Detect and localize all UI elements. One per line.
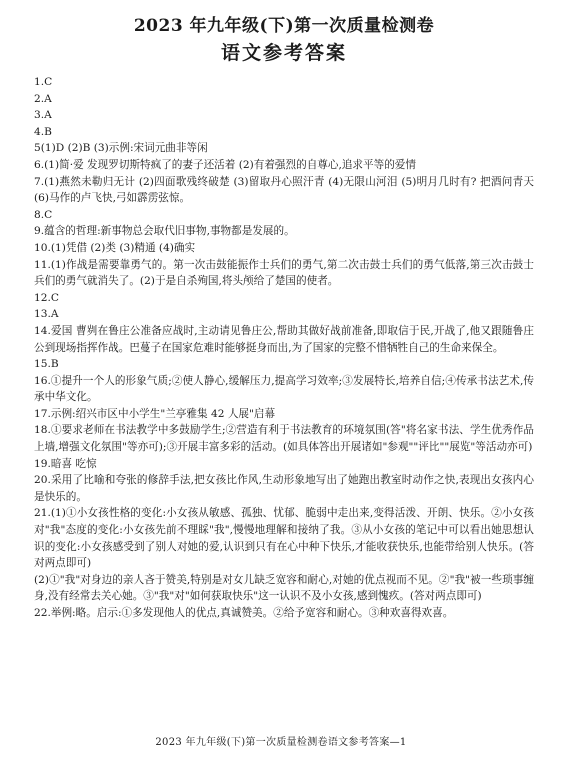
answer-item: 6.(1)简·爱 发现罗切斯特疯了的妻子还活着 (2)有着强烈的自尊心,追求平等的爱情 (34, 158, 416, 171)
answer-item: 8.C (34, 208, 53, 221)
answer-item: 13.A (34, 308, 59, 321)
answer-item: 15.B (34, 358, 59, 371)
answer-item: 18.①要求老师在书法教学中多鼓励学生;②营造有利于书法教育的环境氛围(答"将名家书法、学生优秀作品上墙,增强文化氛围"等亦可);③开展丰富多彩的活动。(如具体答出开展诸如"参观""评比""展览"等活动亦可) (34, 424, 534, 454)
answer-item: 20.采用了比喻和夸张的修辞手法,把女孩比作风,生动形象地写出了她跑出教室时动作之快,表现出女孩内心是快乐的。 (34, 474, 534, 503)
answer-item: 4.B (34, 125, 52, 138)
answer-item: 3.A (34, 109, 52, 122)
answer-list (34, 74, 534, 622)
answer-item: 2.A (34, 92, 52, 105)
answer-item: (2)①"我"对身边的亲人吝于赞美,特别是对女儿缺乏宽容和耐心,对她的优点视而不见。②"我"被一些琐事缠身,没有经常去关心她。③"我"对"如何获取快乐"这一认识不及小女孩,感到愧疚。(答对两点即可) (34, 573, 534, 603)
answer-item: 17.示例:绍兴市区中小学生"兰亭雅集 42 人展"启幕 (34, 407, 276, 420)
page-footer: 2023 年九年级(下)第一次质量检测卷语文参考答案—1 (155, 737, 407, 748)
answer-item: 14.爱国 曹刿在鲁庄公准备应战时,主动请见鲁庄公,帮助其做好战前准备,即取信于民,开战了,他又跟随鲁庄公到现场指挥作战。巴蔓子在国家危难时能够挺身而出,为了国家的完整不惜牺牲自己的生命来保全。 (34, 324, 534, 354)
answer-item: 11.(1)作战是需要靠勇气的。第一次击鼓能振作士兵们的勇气,第二次击鼓士兵们的勇气低落,第三次击鼓士兵们的勇气就消失了。(2)于是自杀殉国,将头颅给了楚国的使者。 (34, 258, 534, 288)
answer-item: 21.(1)①小女孩性格的变化:小女孩从敏感、孤独、忧郁、脆弱中走出来,变得活泼、开朗、快乐。②小女孩对"我"态度的变化:小女孩先前不理睬"我",慢慢地理解和接纳了我。③从小女孩的笔记中可以看出她思想认识的变化:小女孩感受到了别人对她的爱,认识到只有在心中种下快乐,才能收获快乐,也能带给别人快乐。(答对两点即可) (34, 507, 534, 570)
answer-item: 10.(1)凭借 (2)类 (3)精通 (4)确实 (34, 241, 196, 254)
answer-item: 16.①提升一个人的形象气质;②使人静心,缓解压力,提高学习效率;③发展特长,培养自信;④传承书法艺术,传承中华文化。 (34, 374, 534, 404)
document-title: 2023 年九年级(下)第一次质量检测卷 (133, 16, 435, 36)
document-subtitle: 语文参考答案 (220, 42, 347, 64)
answer-item: 22.举例:略。启示:①多发现他人的优点,真诚赞美。②给予宽容和耐心。③种欢喜得欢喜。 (34, 607, 454, 619)
answer-item: 19.暗喜 吃惊 (34, 457, 97, 470)
answer-item: 7.(1)燕然未勒归无计 (2)四面歌残终破楚 (3)留取丹心照汗青 (4)无限山河泪 (5)明月几时有? 把酒问青天 (6)马作的卢飞快,弓如霹雳弦惊。 (34, 175, 534, 205)
answer-item: 1.C (34, 76, 53, 88)
answer-item: 12.C (34, 291, 59, 304)
answer-item: 9.蕴含的哲理:新事物总会取代旧事物,事物都是发展的。 (34, 225, 295, 238)
answer-item: 5(1)D (2)B (3)示例:宋词元曲非等闲 (34, 142, 208, 155)
